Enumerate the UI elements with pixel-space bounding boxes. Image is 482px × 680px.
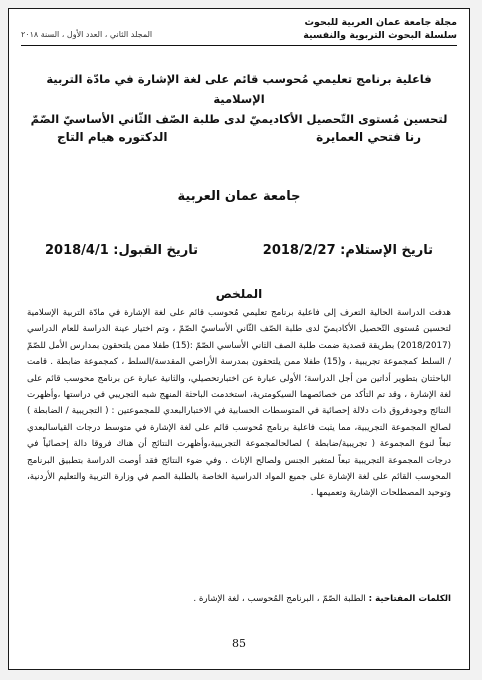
keywords xyxy=(27,594,451,604)
submission-dates xyxy=(45,243,433,265)
abstract-body: هدفت الدراسة الحالية التعرف إلى فاعلية برنامج تعليمي مُحوسب قائم على لغة الإشارة في مادّة التربية الإسلامية لتحسين مُستوى التّحصيل الأكاديميّ لدى طلبة الصّف الثّاني الأساسيّ الصّمّ ، وتم اختيار عينة الدراسة للعام الدراسي (2018/2017) بطريقة قصدية ضمت طلبة الصف الثاني الأساسي الصّمّ :(15) طفلا ممن يلتحقون بمدارس الأمل للصّمّ / السلط كمجموعة تجريبية ، و(15) طفلا ممن يلتحقون بمدرسة الأراضي المقدسة/السلط ، كمجموعة ضابطة . قامت الباحثتان بتطوير أداتين من أجل الدراسة؛ الأولى عبارة عن اختبارتحصيلي، والثانية عبارة عن برنامج محوسب قائم على لغة الإشارة ، وقد تم التأكد من خصائصهما السيكومترية، استخدمت الباحثة المنهج شبه التجريبي في دراستها ،وأظهرت النتائج وجودفروق ذات دلالة إحصائية في المتوسطات الحسابية في الاختبارالبعدي للمجموعتين : ( التجريبية / الضابطة ) لصالح المجموعة التجريبية، مما يثبت فاعلية برنامج مُحوسب قائم على لغة الإشارة في متوسط درجات القياسالبعدي تبعاً لنوع المجموعة ( تجريبية/ضابطة ) لصالحالمجموعة التجريبية،وأظهرت النتائج أن هناك فروقا دالة إحصائياً في درجات المجموعة التجريبية تبعاً لمتغير الجنس ولصالح الإناث . وفي ضوء النتائج فقد أوصت الدراسة بتطبيق البرنامج المحوسب القائم على لغة الإشارة على جميع المواد الدراسية الخاصة بالطلبة الصم في وزارة التربية والتعليم الأردنية، وتوحيد المصطلحات الإشارية وتعميمها . xyxy=(27,308,451,499)
page-number: 85 xyxy=(232,637,246,650)
journal-series: سلسلة البحوث التربوية والنفسية xyxy=(303,30,457,41)
paper-title-line-2: لتحسين مُستوى التّحصيل الأكاديميّ لدى طلبة الصّف الثّاني الأساسيّ الصّمّ xyxy=(30,112,448,126)
header-divider xyxy=(21,45,457,46)
paper-title xyxy=(21,69,457,129)
affiliation: جامعة عمان العربية xyxy=(177,189,301,204)
paper-title-line-1: فاعلية برنامج تعليمي مُحوسب قائم على لغة الإشارة في مادّة التربية الإسلامية xyxy=(46,72,432,106)
journal-header xyxy=(21,15,457,55)
document-page xyxy=(8,8,470,670)
author-second: الدكتوره هيام التاج xyxy=(57,130,168,144)
author-list xyxy=(57,130,421,150)
abstract-heading: الملخص xyxy=(215,287,263,301)
journal-name: مجلة جامعة عمان العربية للبحوث xyxy=(304,17,457,28)
journal-volume-info: المجلد الثاني ، العدد الأول ، السنة ٢٠١٨ xyxy=(21,30,153,39)
received-date: تاريخ الإستلام: 2018/2/27 xyxy=(262,243,433,258)
author-first: رنا فتحي العمايرة xyxy=(316,130,421,144)
accepted-date: تاريخ القبول: 2018/4/1 xyxy=(45,243,198,258)
keywords-text: الطلبة الصّمّ ، البرنامج المُحوسب ، لغة الإشارة . xyxy=(193,594,366,604)
keywords-label: الكلمات المفتاحية : xyxy=(368,594,451,604)
